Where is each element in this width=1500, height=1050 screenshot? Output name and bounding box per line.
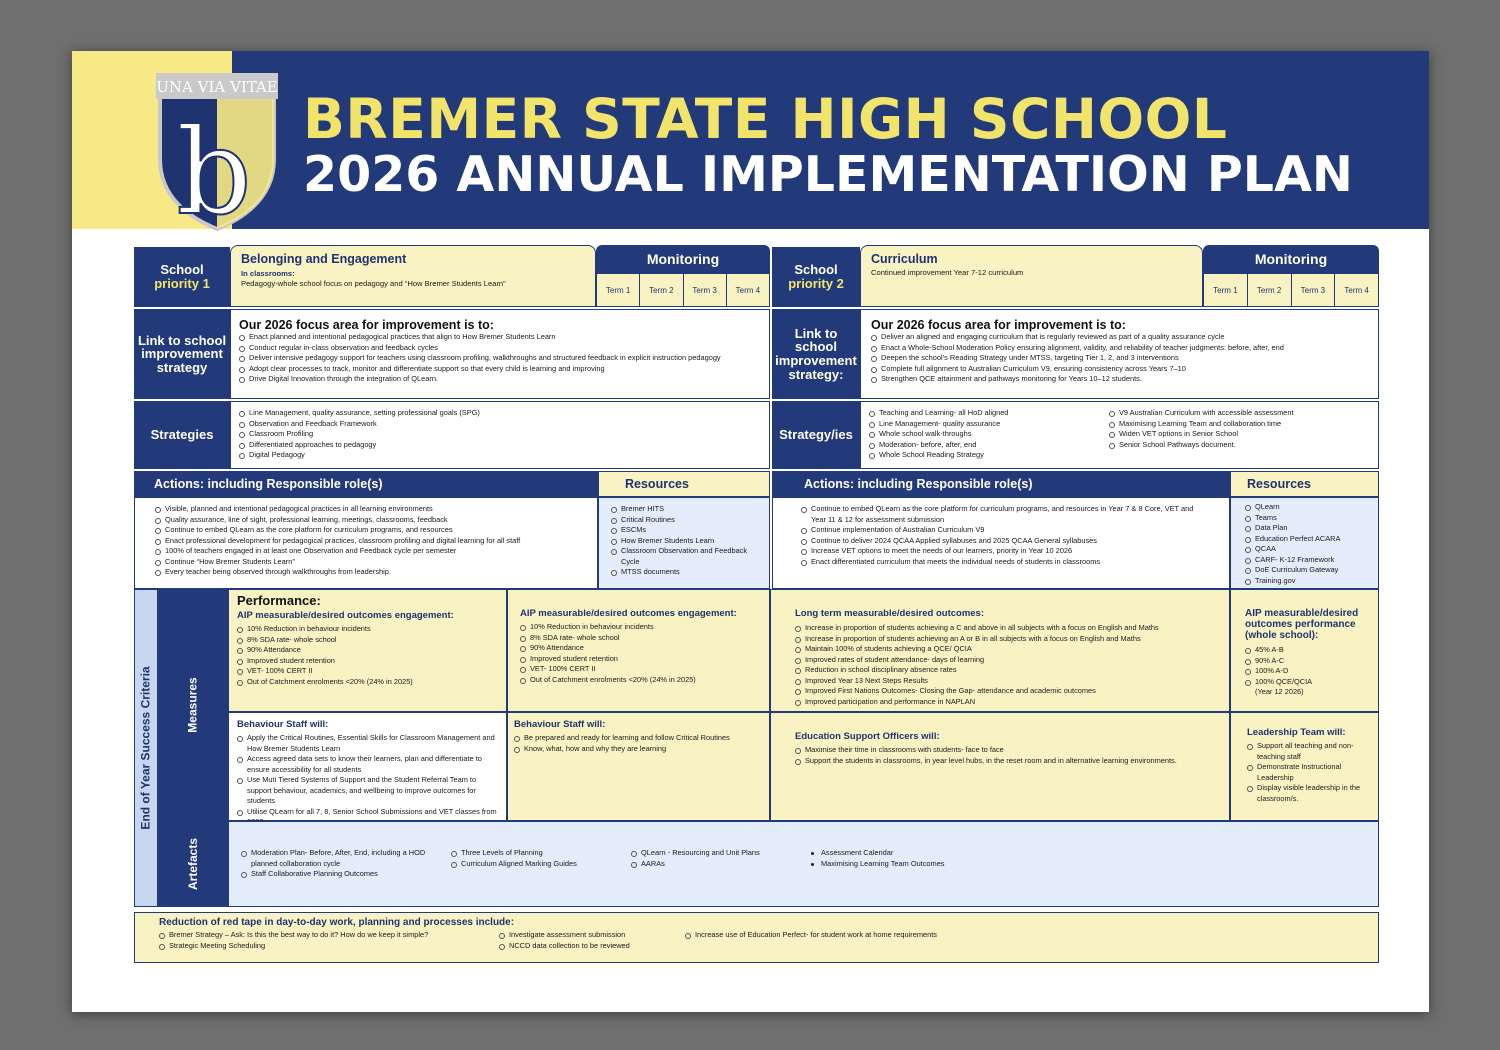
list-item: Increase in proportion of students achieving a C and above in all subjects with a focus on English and Maths	[795, 623, 1205, 634]
list-item: Visible, planned and intentional pedagogical practices in all learning environments	[155, 504, 577, 515]
actions-2-header: Actions: including Responsible role(s)	[772, 471, 1230, 497]
list-item: Data Plan	[1245, 523, 1364, 534]
list-item: 45% A-B	[1245, 645, 1364, 656]
list-item: V9 Australian Curriculum with accessible assessment	[1109, 408, 1294, 419]
crest-motto: UNA VIA VITAE	[156, 78, 278, 96]
term-2: Term 2	[640, 274, 683, 306]
monitoring-1-header: Monitoring	[596, 245, 770, 273]
list-item: Improved rates of student attendance- days of learning	[795, 655, 1205, 666]
behaviour-staff-2-box: Behaviour Staff will: Be prepared and ready for learning and follow Critical Routines Know, what, how and why they are learning	[507, 712, 770, 821]
monitoring-1-terms	[596, 273, 770, 307]
list-item: Apply the Critical Routines, Essential Skills for Classroom Management and How Bremer Students Learn	[237, 733, 498, 754]
actions-1-header: Actions: including Responsible role(s)	[134, 471, 598, 497]
red-tape-list-2	[499, 930, 685, 951]
resources-2-list	[1245, 502, 1364, 586]
list-item: Differentiated approaches to pedagogy	[239, 440, 761, 451]
list-item: Be prepared and ready for learning and follow Critical Routines	[514, 733, 763, 744]
list-item: Enact differentiated curriculum that meets the individual needs of students in classrooms	[801, 557, 1201, 568]
list-item: Drive Digital Innovation through the integration of QLearn.	[239, 374, 761, 385]
list-item: Continue to deliver 2024 QCAA Applied syllabuses and 2025 QCAA General syllabuses	[801, 536, 1201, 547]
aip-engagement-2-box: AIP measurable/desired outcomes engagement: 10% Reduction in behaviour incidents 8% SDA rate- whole school 90% Attendance Improved student retention VET- 100% CERT II Out of Catchment enrolments <20% (24% in 2025)	[507, 589, 770, 712]
list-item: Increase VET options to meet the needs of our learners, priority in Year 10 2026	[801, 546, 1201, 557]
list-item: Curriculum Aligned Marking Guides	[451, 859, 631, 870]
list-item: Access agreed data sets to know their learners, plan and differentiate to ensure accessibility for all students	[237, 754, 498, 775]
list-item: QCAA	[1245, 544, 1364, 555]
list-item: Continue “How Bremer Students Learn”	[155, 557, 577, 568]
list-item: 8% SDA rate- whole school	[237, 635, 498, 646]
list-item: Maximising Learning Team and collaboration time	[1109, 419, 1294, 430]
link-strategy-2-label: Link to school improvement strategy:	[772, 309, 860, 399]
focus-2-list	[871, 332, 1368, 385]
list-item: Deliver intensive pedagogy support for teachers using classroom profiling, walkthroughs and structured feedback in explicit instruction pedagogy	[239, 353, 761, 364]
list-item: 90% Attendance	[520, 643, 757, 654]
list-item: CARF- K-12 Framework	[1245, 555, 1364, 566]
list-item: 10% Reduction in behaviour incidents	[237, 624, 498, 635]
plan-sheet	[72, 51, 1429, 1012]
list-item: Display visible leadership in the classroom/s.	[1247, 783, 1362, 804]
list-item: 100% of teachers engaged in at least one Observation and Feedback cycle per semester	[155, 546, 577, 557]
list-item: Improved First Nations Outcomes- Closing the Gap- attendance and academic outcomes	[795, 686, 1205, 697]
performance-outcomes-list	[1245, 645, 1364, 687]
list-item: 100% QCE/QCIA	[1245, 677, 1364, 688]
list-item: Out of Catchment enrolments <20% (24% in 2025)	[520, 675, 757, 686]
actions-2-list	[801, 504, 1201, 567]
behaviour-staff-1-list	[237, 733, 498, 828]
list-item: Three Levels of Planning	[451, 848, 631, 859]
list-item: Education Perfect ACARA	[1245, 534, 1364, 545]
focus-1-box: Our 2026 focus area for improvement is to: Enact planned and intentional pedagogical practices that align to How Bremer Students Learn Conduct regular in-class observation and feedback cycles Deliver intensive pedagogy support for teachers using classroom profiling, walkthroughs and structured feedback in explicit instruction pedagogy Adopt clear processes to track, monitor and differentiate support so that every child is learning and improving Drive Digital Innovation through the integration of QLearn.	[230, 309, 770, 399]
list-item: QLearn - Resourcing and Unit Plans	[631, 848, 811, 859]
priority-1-title: Belonging and Engagement	[241, 252, 407, 266]
list-item: Critical Routines	[611, 515, 757, 526]
list-item: NCCD data collection to be reviewed	[499, 941, 685, 952]
resources-2-box	[1230, 497, 1379, 589]
education-support-list	[795, 745, 1205, 766]
list-item: Observation and Feedback Framework	[239, 419, 761, 430]
list-item: AARAs	[631, 859, 811, 870]
list-item: Continue implementation of Australian Curriculum V9	[801, 525, 1201, 536]
list-item: Adopt clear processes to track, monitor and differentiate support so that every child is learning and improving	[239, 364, 761, 375]
list-item: Know, what, how and why they are learning	[514, 744, 763, 755]
term-1: Term 1	[597, 274, 640, 306]
term-2: Term 2	[1248, 274, 1292, 306]
list-item: DoE Curriculum Gateway	[1245, 565, 1364, 576]
list-item: Maximising Learning Team Outcomes	[811, 859, 1011, 870]
crest-letter: b	[176, 103, 252, 231]
list-item: Training.gov	[1245, 576, 1364, 587]
list-item: Staff Collaborative Planning Outcomes	[241, 869, 451, 880]
measures-label: Measures	[158, 589, 228, 821]
aip-engagement-1-list	[237, 624, 498, 687]
list-item: Moderation- before, after, end	[869, 440, 1109, 451]
list-item: Increase use of Education Perfect- for student work at home requirements	[685, 930, 937, 941]
list-item: 10% Reduction in behaviour incidents	[520, 622, 757, 633]
behaviour-staff-2-list	[514, 733, 763, 754]
term-3: Term 3	[1292, 274, 1336, 306]
list-item: MTSS documents	[611, 567, 757, 578]
actions-1-box	[134, 497, 598, 589]
long-term-outcomes-list	[795, 623, 1205, 707]
artefacts-box	[228, 821, 1379, 907]
list-item: Assessment Calendar	[811, 848, 1011, 859]
list-item: QLearn	[1245, 502, 1364, 513]
artefacts-list-2	[451, 848, 631, 880]
artefacts-list-4	[811, 848, 1011, 880]
list-item: Out of Catchment enrolments <20% (24% in 2025)	[237, 677, 498, 688]
strategies-1-box	[230, 401, 770, 469]
resources-1-header: Resources	[598, 471, 770, 497]
list-item: Teaching and Learning- all HoD aligned	[869, 408, 1109, 419]
list-item: Increase in proportion of students achieving an A or B in all subjects with a focus on English and Maths	[795, 634, 1205, 645]
list-item: Demonstrate Instructional Leadership	[1247, 762, 1362, 783]
term-4: Term 4	[727, 274, 769, 306]
list-item: Strategic Meeting Scheduling	[159, 941, 499, 952]
list-item: Teams	[1245, 513, 1364, 524]
list-item: ESCMs	[611, 525, 757, 536]
resources-1-list	[611, 504, 757, 578]
list-item: Improved Year 13 Next Steps Results	[795, 676, 1205, 687]
actions-2-box	[772, 497, 1230, 589]
focus-1-list	[239, 332, 761, 385]
list-item: VET- 100% CERT II	[237, 666, 498, 677]
list-item: Deepen the school’s Reading Strategy under MTSS, targeting Tier 1, 2, and 3 interventions	[871, 353, 1368, 364]
list-item: Quality assurance, line of sight, professional learning, meetings, classrooms, feedback	[155, 515, 577, 526]
monitoring-2-terms	[1203, 273, 1379, 307]
list-item: 8% SDA rate- whole school	[520, 633, 757, 644]
term-4: Term 4	[1335, 274, 1378, 306]
list-item: Conduct regular in-class observation and feedback cycles	[239, 343, 761, 354]
list-item: Use Muti Tiered Systems of Support and the Student Referral Team to support behaviour, academics, and wellbeing to improve outcomes for students	[237, 775, 498, 807]
list-item: 90% A-C	[1245, 656, 1364, 667]
strategies-2-label: Strategy/ies	[772, 401, 860, 469]
priority-1-label: School priority 1	[134, 247, 230, 307]
list-item: How Bremer Students Learn	[611, 536, 757, 547]
long-term-outcomes-box: Long term measurable/desired outcomes: Increase in proportion of students achieving a C and above in all subjects with a focus on English and Maths Increase in proportion of students achieving an A or B in all subjects with a focus on English and Maths Maintain 100% of students achieving a QCE/ QCIA Improved rates of student attendance- days of learning Reduction in school disciplinary absence rates Improved Year 13 Next Steps Results Improved First Nations Outcomes- Closing the Gap- attendance and academic outcomes Improved participation and performance in NAPLAN	[770, 589, 1230, 712]
strategies-1-label: Strategies	[134, 401, 230, 469]
focus-2-box: Our 2026 focus area for improvement is to: Deliver an aligned and engaging curriculum that is regularly reviewed as part of a quality assurance cycle Enact a Whole-School Moderation Policy ensuring alignment, validity, and reliability of teacher judgments: before, after, end Deepen the school’s Reading Strategy under MTSS, targeting Tier 1, 2, and 3 interventions Complete full alignment to Australian Curriculum V9, ensuring consistency across Years 7–10 Strengthen QCE attainment and pathways monitoring for Years 10–12 students.	[860, 309, 1379, 399]
strategies-2-list-a	[869, 408, 1109, 462]
list-item: Bremer Strategy – Ask: Is this the best way to do it? How do we keep it simple?	[159, 930, 499, 941]
list-item: Whole School Reading Strategy	[869, 450, 1109, 461]
strategies-2-list-b	[1109, 408, 1294, 462]
eoy-side-label: End of Year Success Criteria	[134, 589, 158, 907]
page-title-plan: 2026 ANNUAL IMPLEMENTATION PLAN	[303, 146, 1353, 203]
list-item: Deliver an aligned and engaging curriculum that is regularly reviewed as part of a quality assurance cycle	[871, 332, 1368, 343]
list-item: Maximise their time in classrooms with students- face to face	[795, 745, 1205, 756]
school-crest-logo	[154, 71, 280, 231]
education-support-box: Education Support Officers will: Maximise their time in classrooms with students- face to face Support the students in classrooms, in year level hubs, in the reset room and in alternative learning environments.	[770, 712, 1230, 821]
list-item: Whole school walk-throughs	[869, 429, 1109, 440]
list-item: Strengthen QCE attainment and pathways monitoring for Years 10–12 students.	[871, 374, 1368, 385]
aip-engagement-1-box: Performance: AIP measurable/desired outcomes engagement: 10% Reduction in behaviour incidents 8% SDA rate- whole school 90% Attendance Improved student retention VET- 100% CERT II Out of Catchment enrolments <20% (24% in 2025)	[228, 589, 507, 712]
list-item: Improved student retention	[237, 656, 498, 667]
list-item: Digital Pedagogy	[239, 450, 761, 461]
list-item: Enact planned and intentional pedagogical practices that align to How Bremer Students Learn	[239, 332, 761, 343]
list-item: 90% Attendance	[237, 645, 498, 656]
priority-1-title-box: Belonging and Engagement In classrooms: Pedagogy-whole school focus on pedagogy and “How Bremer Students Learn”	[230, 245, 596, 307]
performance-outcomes-box: AIP measurable/desired outcomes performance (whole school): 45% A-B 90% A-C 100% A-D 100% QCE/QCIA (Year 12 2026)	[1230, 589, 1379, 712]
actions-1-list	[155, 504, 577, 578]
behaviour-staff-1-box: Behaviour Staff will: Apply the Critical Routines, Essential Skills for Classroom Management and How Bremer Students Learn Access agreed data sets to know their learners, plan and differentiate to ensure accessibility for all students Use Muti Tiered Systems of Support and the Student Referral Team to support behaviour, academics, and wellbeing to improve outcomes for students Utilise QLearn for all 7, 8, Senior School Submissions and VET classes from	[228, 712, 507, 821]
list-item: Every teacher being observed through walkthroughs from leadership.	[155, 567, 577, 578]
page-title-school: BREMER STATE HIGH SCHOOL	[303, 87, 1228, 151]
term-3: Term 3	[684, 274, 727, 306]
artefacts-list-1	[241, 848, 451, 880]
priority-2-title-box: Curriculum Continued improvement Year 7-12 curriculum	[860, 245, 1203, 307]
list-item: Enact professional development for pedagogical practices, classroom profiling and digital learning for all staff	[155, 536, 577, 547]
list-item: Utilise QLearn for all 7, 8, Senior School Submissions and VET classes from	[237, 807, 498, 828]
monitoring-2-header: Monitoring	[1203, 245, 1379, 273]
list-item: 100% A-D	[1245, 666, 1364, 677]
artefacts-label: Artefacts	[158, 821, 228, 907]
list-item: Support all teaching and non- teaching staff	[1247, 741, 1362, 762]
strategies-1-list	[239, 408, 761, 461]
list-item: Maintain 100% of students achieving a QCE/ QCIA	[795, 644, 1205, 655]
aip-engagement-2-list	[520, 622, 757, 685]
list-item: VET- 100% CERT II	[520, 664, 757, 675]
term-1: Term 1	[1204, 274, 1248, 306]
red-tape-list-3	[685, 930, 937, 951]
red-tape-list-1	[159, 930, 499, 951]
leadership-box: Leadership Team will: Support all teaching and non- teaching staff Demonstrate Instructional Leadership Display visible leadership in the classroom/s.	[1230, 712, 1379, 821]
list-item: Moderation Plan- Before, After, End, including a HOD planned collaboration cycle	[241, 848, 451, 869]
list-item: Improved student retention	[520, 654, 757, 665]
strategies-2-box	[860, 401, 1379, 469]
list-item: Enact a Whole-School Moderation Policy ensuring alignment, validity, and reliability of teacher judgments: before, after, end	[871, 343, 1368, 354]
link-strategy-1-label: Link to school improvement strategy	[134, 309, 230, 399]
list-item: Investigate assessment submission	[499, 930, 685, 941]
leadership-list	[1247, 741, 1362, 804]
list-item: Complete full alignment to Australian Curriculum V9, ensuring consistency across Years 7–10	[871, 364, 1368, 375]
list-item: Senior School Pathways document.	[1109, 440, 1294, 451]
priority-2-label: School priority 2	[772, 247, 860, 307]
list-item: Improved participation and performance in NAPLAN	[795, 697, 1205, 708]
list-item: Continue to embed QLearn as the core platform for curriculum programs, and resources in Year 7 & 8 Core, VET and Year 11 & 12 for assessment submission	[801, 504, 1201, 525]
priority-2-title: Curriculum	[871, 252, 938, 266]
list-item: Support the students in classrooms, in year level hubs, in the reset room and in alternative learning environments.	[795, 756, 1205, 767]
resources-1-box	[598, 497, 770, 589]
artefacts-list-3	[631, 848, 811, 880]
list-item: Bremer HITS	[611, 504, 757, 515]
list-item: Classroom Profiling	[239, 429, 761, 440]
list-item: Line Management, quality assurance, setting professional goals (SPG)	[239, 408, 761, 419]
list-item: Continue to embed QLearn as the core platform for curriculum programs, and resources	[155, 525, 577, 536]
list-item: Widen VET options in Senior School	[1109, 429, 1294, 440]
list-item: Reduction in school disciplinary absence rates	[795, 665, 1205, 676]
list-item: Line Management- quality assurance	[869, 419, 1109, 430]
red-tape-box: Reduction of red tape in day-to-day work, planning and processes include: Bremer Strategy – Ask: Is this the best way to do it? How do we keep it simple? Strategic Meeting Scheduling Investigate assessment submission NCCD data collection to be reviewed Increase use of Education Perfect- for student work at home requirements	[134, 912, 1379, 963]
list-item: Classroom Observation and Feedback Cycle	[611, 546, 757, 567]
resources-2-header: Resources	[1230, 471, 1379, 497]
